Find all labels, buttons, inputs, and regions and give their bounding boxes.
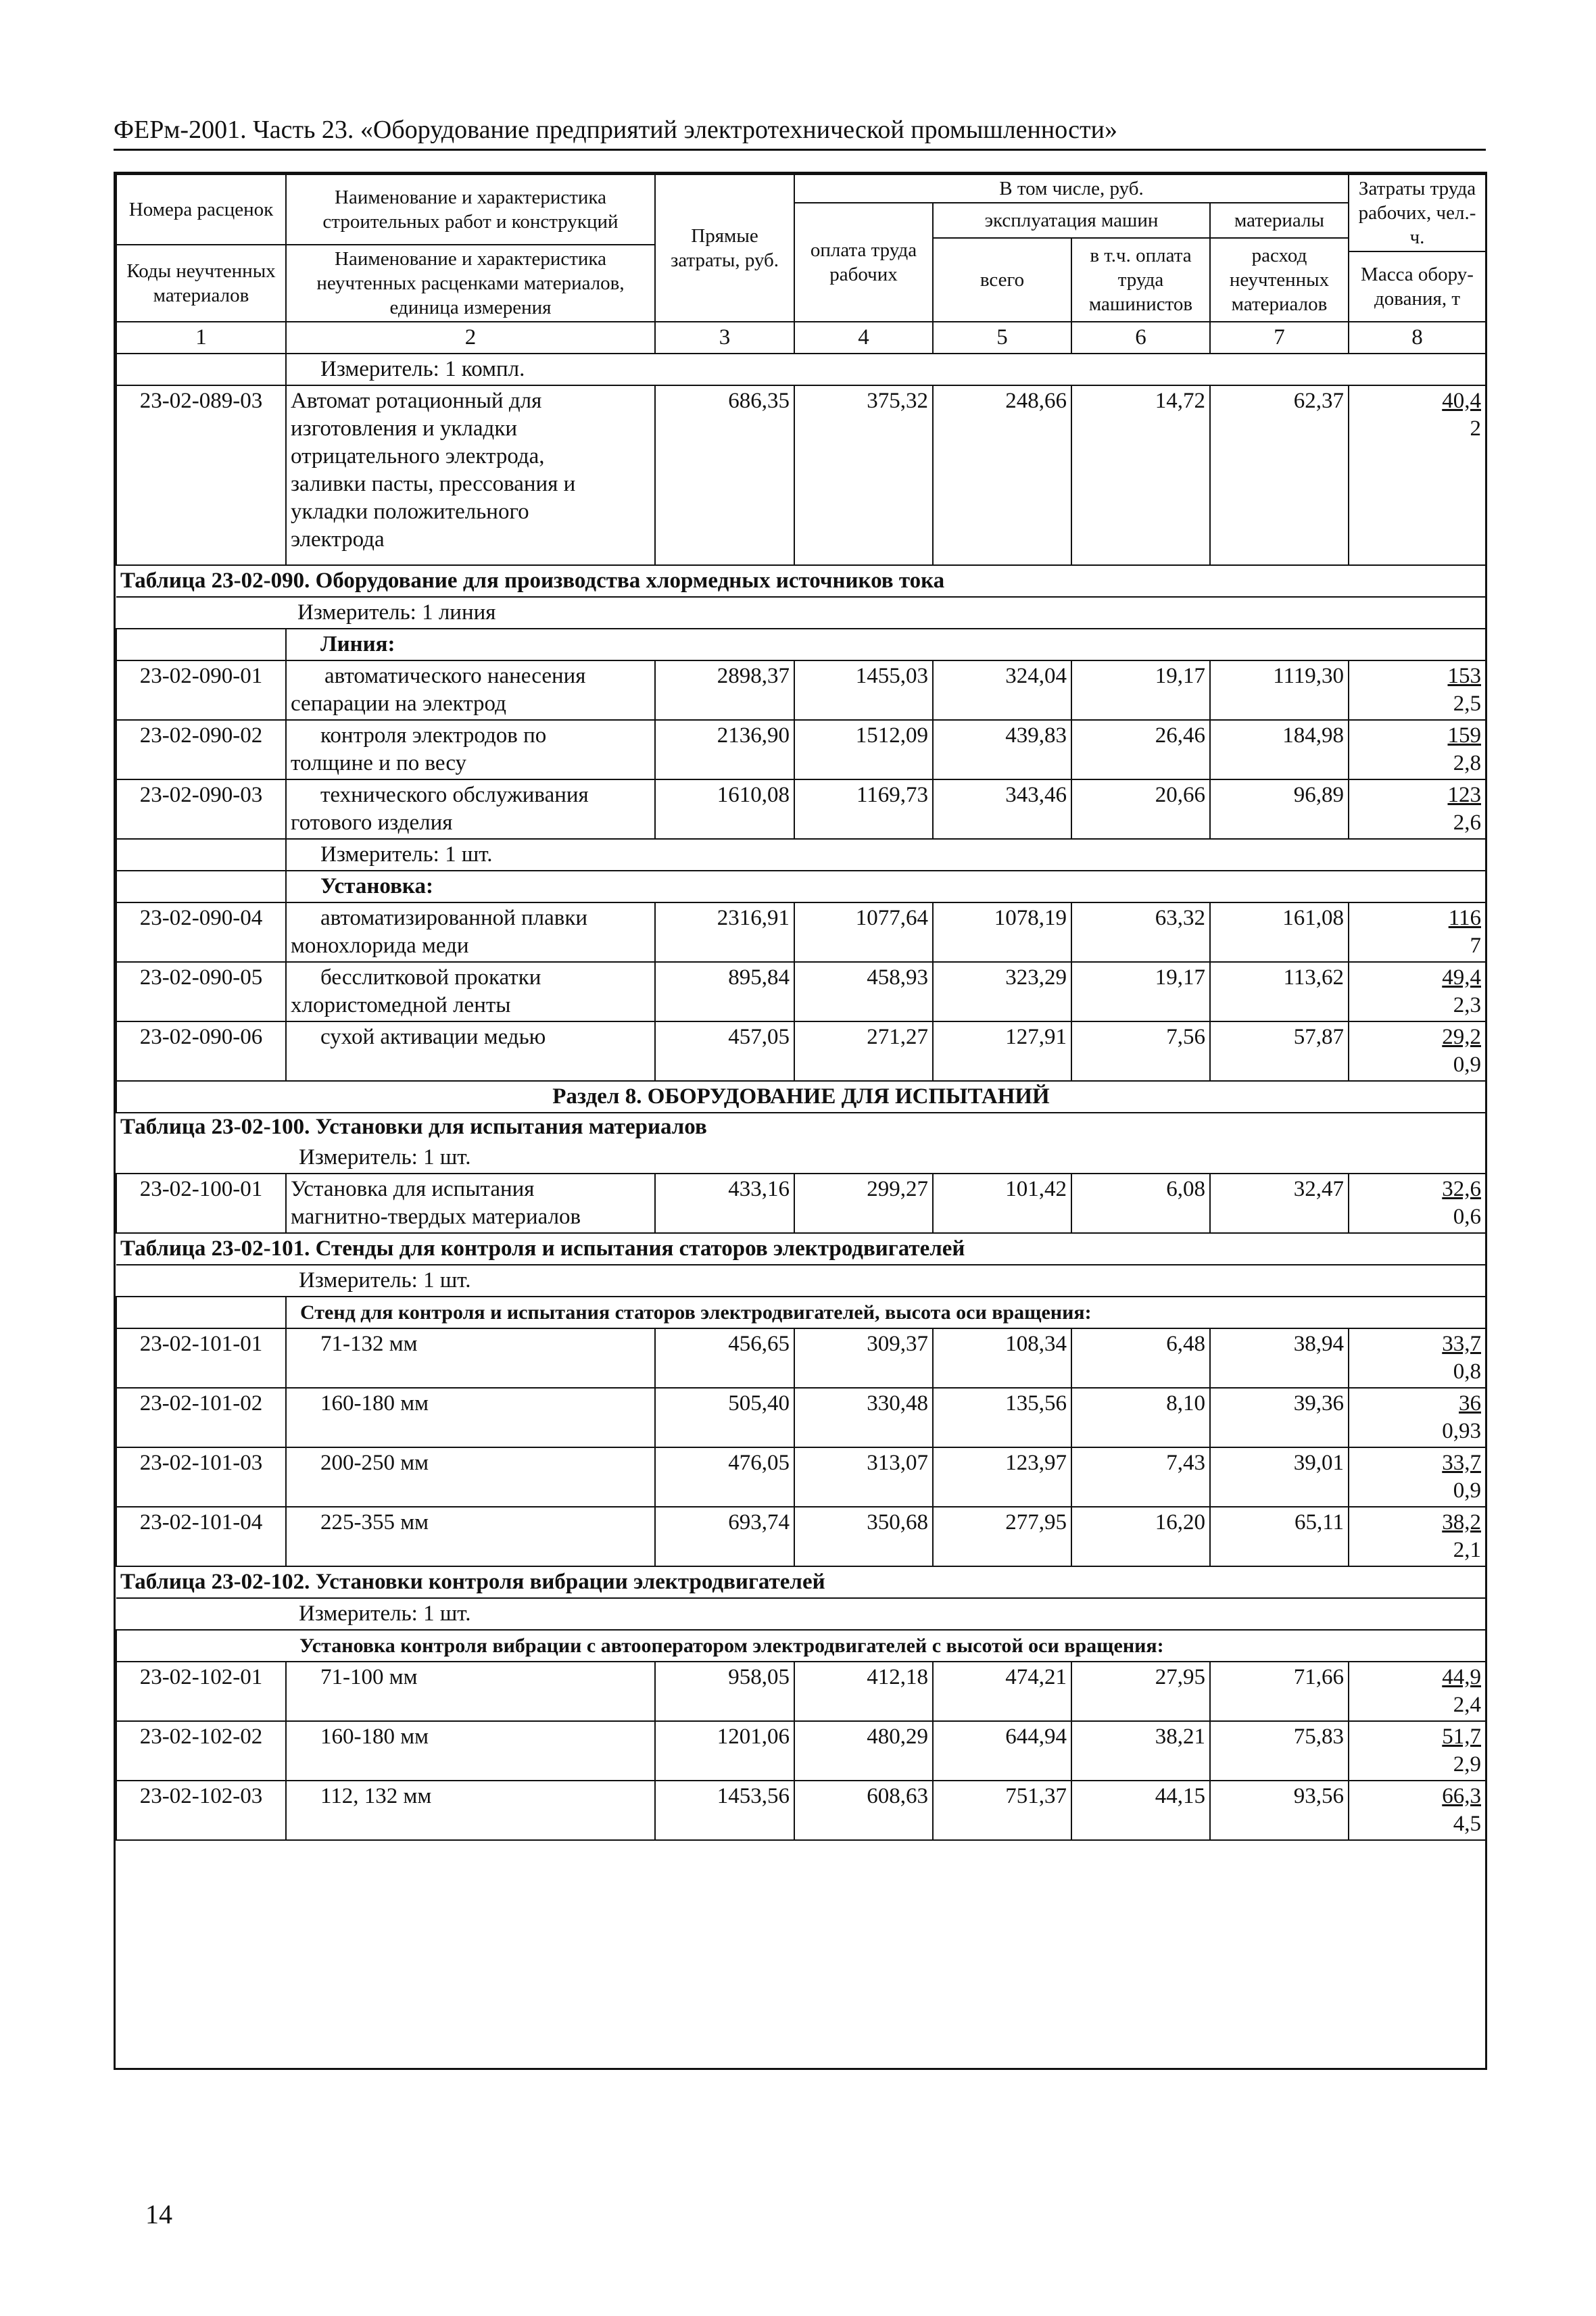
machinists-pay: 8,10 [1071,1388,1210,1447]
table-title: Таблица 23-02-101. Стенды для контроля и испытания статоров электродвигателей [116,1233,1486,1265]
direct-cost: 693,74 [655,1507,794,1566]
rate-code: 23-02-100-01 [116,1174,286,1233]
col2-header-bottom: Наименование и характеристика неучтенных расценками материалов, единица измерения [286,245,655,322]
col-incl-mach-header: в т.ч. оплата труда машинистов [1071,238,1210,322]
rate-name: 200-250 мм [286,1447,655,1507]
measure-row [116,354,1486,385]
machines-total: 439,83 [933,720,1071,779]
materials-cost: 38,94 [1210,1328,1349,1388]
machinists-pay: 27,95 [1071,1662,1210,1721]
rate-name: 160-180 мм [286,1388,655,1447]
materials-cost: 75,83 [1210,1721,1349,1781]
col-total-header: всего [933,238,1071,322]
machines-total: 123,97 [933,1447,1071,1507]
labor-cost-mass: 159 2,8 [1349,720,1486,779]
direct-cost: 433,16 [655,1174,794,1233]
rate-name: автоматизированной плавки монохлорида меди [286,902,655,962]
rates-table [116,174,1486,1841]
col-num: 8 [1349,322,1486,354]
measure-label: Измеритель: 1 компл. [286,354,1486,385]
direct-cost: 958,05 [655,1662,794,1721]
col1-header-bottom: Коды неучтенных материалов [116,245,286,322]
table-title: Таблица 23-02-102. Установки контроля вибрации электродвигателей [116,1566,1486,1598]
direct-cost: 686,35 [655,385,794,565]
materials-cost: 161,08 [1210,902,1349,962]
labor-cost-mass: 123 2,6 [1349,779,1486,839]
rate-name: бесслитковой прокатки хлористомедной ленты [286,962,655,1021]
labor-pay: 375,32 [794,385,933,565]
rate-code: 23-02-102-01 [116,1662,286,1721]
table-row [116,1721,1486,1781]
machinists-pay: 38,21 [1071,1721,1210,1781]
rate-name: Установка для испытания магнитно-твердых материалов [286,1174,655,1233]
header-row-1 [116,174,1486,203]
empty-cell [116,839,286,871]
col2-header-top: Наименование и характеристика строительных работ и конструкций [286,174,655,245]
machines-total: 644,94 [933,1721,1071,1781]
col-num: 6 [1071,322,1210,354]
group-row [116,1630,1486,1662]
col-num: 7 [1210,322,1349,354]
measure-row [116,1265,1486,1297]
machinists-pay: 7,43 [1071,1447,1210,1507]
col-direct-header: Прямые затраты, руб. [655,174,794,322]
labor-pay: 330,48 [794,1388,933,1447]
labor-pay: 1077,64 [794,902,933,962]
rate-name: 225-355 мм [286,1507,655,1566]
page-frame [114,172,1487,2070]
machines-total: 1078,19 [933,902,1071,962]
materials-cost: 65,11 [1210,1507,1349,1566]
materials-cost: 39,01 [1210,1447,1349,1507]
rate-name-line: изготовления и укладки [291,416,518,441]
table-title: Таблица 23-02-100. Установки для испытания материалов [120,1115,707,1139]
rate-name-line: отрицательного электрода, [291,444,545,468]
table-row [116,720,1486,779]
table-row [116,1447,1486,1507]
machines-total: 343,46 [933,779,1071,839]
col-num: 5 [933,322,1071,354]
materials-cost: 96,89 [1210,779,1349,839]
table-title: Таблица 23-02-090. Оборудование для производства хлормедных источников тока [116,565,1486,597]
machinists-pay: 19,17 [1071,660,1210,720]
table-row [116,1781,1486,1840]
direct-cost: 457,05 [655,1021,794,1081]
rate-code: 23-02-090-05 [116,962,286,1021]
col-materials-header: материалы [1210,203,1349,238]
labor-pay: 1455,03 [794,660,933,720]
rate-code: 23-02-090-02 [116,720,286,779]
empty-cell [116,354,286,385]
labor-pay: 271,27 [794,1021,933,1081]
direct-cost: 456,65 [655,1328,794,1388]
machinists-pay: 6,08 [1071,1174,1210,1233]
machinists-pay: 20,66 [1071,779,1210,839]
col-num: 3 [655,322,794,354]
labor-cost-mass: 49,4 2,3 [1349,962,1486,1021]
machines-total: 324,04 [933,660,1071,720]
group-row [116,1297,1486,1328]
table-row [116,902,1486,962]
labor-pay: 1512,09 [794,720,933,779]
rate-name-line: заливки пасты, прессования и [291,472,576,496]
materials-cost: 113,62 [1210,962,1349,1021]
machinists-pay: 7,56 [1071,1021,1210,1081]
table-row [116,779,1486,839]
machinists-pay: 14,72 [1071,385,1210,565]
direct-cost: 2316,91 [655,902,794,962]
machinists-pay: 16,20 [1071,1507,1210,1566]
direct-cost: 505,40 [655,1388,794,1447]
labor-pay: 309,37 [794,1328,933,1388]
measure-row [116,839,1486,871]
measure-label: Измеритель: 1 шт. [299,1145,471,1169]
machines-total: 474,21 [933,1662,1071,1721]
rate-name-line: укладки положительного [291,500,529,524]
rate-code: 23-02-101-04 [116,1507,286,1566]
machines-total: 101,42 [933,1174,1071,1233]
machinists-pay: 6,48 [1071,1328,1210,1388]
machinists-pay: 44,15 [1071,1781,1210,1840]
empty-cell [116,629,286,660]
machines-total: 751,37 [933,1781,1071,1840]
rate-code: 23-02-101-02 [116,1388,286,1447]
rate-name: автоматического нанесения сепарации на электрод [286,660,655,720]
group-label: Линия: [286,629,1486,660]
rate-name: технического обслуживания готового изделия [286,779,655,839]
measure-label: Измеритель: 1 шт. [286,839,1486,871]
materials-cost: 32,47 [1210,1174,1349,1233]
direct-cost: 476,05 [655,1447,794,1507]
group-label: Установка контроля вибрации с автооператором электродвигателей с высотой оси вращения: [116,1630,1486,1662]
col-mass-header: Масса обору-дования, т [1349,251,1486,322]
rate-code: 23-02-101-03 [116,1447,286,1507]
col1-header-top: Номера расценок [116,174,286,245]
labor-cost-mass: 40,4 2 [1349,385,1486,565]
section-title-row [116,1081,1486,1113]
measure-label: Измеритель: 1 шт. [299,1601,471,1626]
table-row [116,1174,1486,1233]
direct-cost: 1453,56 [655,1781,794,1840]
rate-code: 23-02-089-03 [116,385,286,565]
machines-total: 127,91 [933,1021,1071,1081]
column-numbers-row [116,322,1486,354]
labor-pay: 608,63 [794,1781,933,1840]
table-title-row [116,1113,1486,1142]
machines-total: 248,66 [933,385,1071,565]
machines-total: 323,29 [933,962,1071,1021]
page-number: 14 [145,2199,172,2229]
labor-cost-mass: 116 7 [1349,902,1486,962]
machines-total: 108,34 [933,1328,1071,1388]
materials-cost: 93,56 [1210,1781,1349,1840]
machinists-pay: 63,32 [1071,902,1210,962]
labor-cost-mass: 38,2 2,1 [1349,1507,1486,1566]
rate-name: сухой активации медью [286,1021,655,1081]
machines-total: 135,56 [933,1388,1071,1447]
col-num: 4 [794,322,933,354]
rate-name-line: Автомат ротационный для [291,389,542,413]
measure-label: Измеритель: 1 линия [297,600,496,625]
machines-total: 277,95 [933,1507,1071,1566]
rate-name: 112, 132 мм [286,1781,655,1840]
rate-code: 23-02-090-04 [116,902,286,962]
rate-code: 23-02-090-03 [116,779,286,839]
measure-label: Измеритель: 1 шт. [299,1268,471,1293]
col-labor-cost-header: Затраты труда рабочих, чел.-ч. [1349,174,1486,251]
labor-pay: 1169,73 [794,779,933,839]
measure-row [116,1142,1486,1174]
labor-cost-mass: 36 0,93 [1349,1388,1486,1447]
direct-cost: 895,84 [655,962,794,1021]
labor-pay: 299,27 [794,1174,933,1233]
table-title-row [116,1566,1486,1598]
rate-code: 23-02-090-01 [116,660,286,720]
rate-code: 23-02-090-06 [116,1021,286,1081]
labor-cost-mass: 33,7 0,8 [1349,1328,1486,1388]
group-label: Установка: [286,871,1486,902]
table-row [116,385,1486,565]
col-incl-header: В том числе, руб. [794,174,1349,203]
table-row [116,1328,1486,1388]
labor-cost-mass: 32,6 0,6 [1349,1174,1486,1233]
rate-name: 71-100 мм [286,1662,655,1721]
rate-code: 23-02-102-02 [116,1721,286,1781]
rate-name: 71-132 мм [286,1328,655,1388]
empty-cell [116,1297,286,1328]
rate-name: контроля электродов по толщине и по весу [286,720,655,779]
table-row [116,1507,1486,1566]
col-mat-use-header: расход неучтенных материалов [1210,238,1349,322]
labor-pay: 350,68 [794,1507,933,1566]
section-title: Раздел 8. ОБОРУДОВАНИЕ ДЛЯ ИСПЫТАНИЙ [116,1081,1486,1113]
table-row [116,962,1486,1021]
table-title-row [116,565,1486,597]
rate-code: 23-02-102-03 [116,1781,286,1840]
group-row [116,871,1486,902]
direct-cost: 1610,08 [655,779,794,839]
table-row [116,1662,1486,1721]
materials-cost: 71,66 [1210,1662,1349,1721]
materials-cost: 1119,30 [1210,660,1349,720]
labor-pay: 458,93 [794,962,933,1021]
table-row [116,1388,1486,1447]
empty-cell [116,871,286,902]
materials-cost: 57,87 [1210,1021,1349,1081]
labor-pay: 412,18 [794,1662,933,1721]
direct-cost: 2898,37 [655,660,794,720]
measure-row [116,1598,1486,1630]
measure-row [116,597,1486,629]
materials-cost: 62,37 [1210,385,1349,565]
group-row [116,629,1486,660]
labor-cost-mass: 66,3 4,5 [1349,1781,1486,1840]
labor-cost-mass: 153 2,5 [1349,660,1486,720]
materials-cost: 39,36 [1210,1388,1349,1447]
labor-cost-mass: 33,7 0,9 [1349,1447,1486,1507]
labor-cost-mass: 29,2 0,9 [1349,1021,1486,1081]
machinists-pay: 26,46 [1071,720,1210,779]
labor-pay: 480,29 [794,1721,933,1781]
rate-code: 23-02-101-01 [116,1328,286,1388]
table-row [116,1021,1486,1081]
direct-cost: 2136,90 [655,720,794,779]
rate-name: 160-180 мм [286,1721,655,1781]
group-label: Стенд для контроля и испытания статоров электродвигателей, высота оси вращения: [286,1297,1486,1328]
page-header: ФЕРм-2001. Часть 23. «Оборудование предприятий электротехнической промышленности» [114,114,1486,151]
col-num: 2 [286,322,655,354]
table-title-row [116,1233,1486,1265]
table-row [116,660,1486,720]
machinists-pay: 19,17 [1071,962,1210,1021]
labor-cost-mass: 44,9 2,4 [1349,1662,1486,1721]
col-machines-header: эксплуатация машин [933,203,1210,238]
rate-name [286,385,655,565]
col-num: 1 [116,322,286,354]
col-labor-pay-header: оплата труда рабочих [794,203,933,322]
labor-cost-mass: 51,7 2,9 [1349,1721,1486,1781]
rate-name-line: электрода [291,527,385,552]
direct-cost: 1201,06 [655,1721,794,1781]
materials-cost: 184,98 [1210,720,1349,779]
labor-pay: 313,07 [794,1447,933,1507]
